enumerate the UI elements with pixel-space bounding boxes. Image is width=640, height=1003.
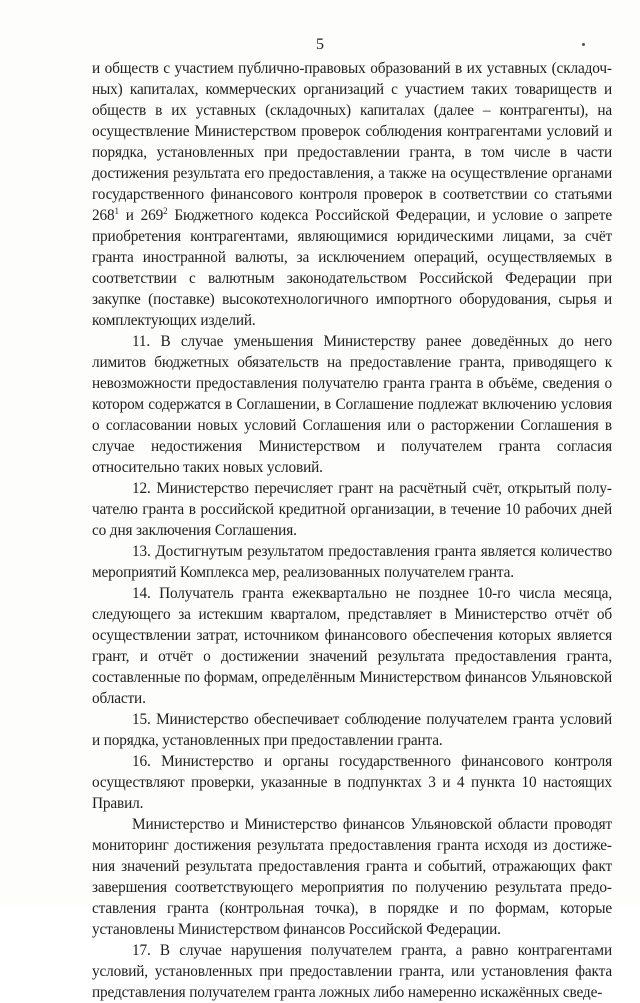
- paragraph-p-14: [92, 583, 612, 709]
- paragraph-p-16: [92, 751, 612, 814]
- paragraph-p-monitoring: [92, 814, 612, 940]
- paragraph-p-11: [92, 331, 612, 478]
- paragraph-p-15: [92, 709, 612, 751]
- text-segment: 17. В случае нарушения получателем гранта, а равно контрагентами условий, установленных при предоставлении гранта, или установления факта представления получателем гранта ложных либо намеренно искажённых сведе-: [92, 942, 612, 1001]
- text-segment: Министерство и Министерство финансов Ульяновской области проводят мониторинг достижения результата предоставления гранта исходя из достижения значений результата предоставления гранта и событий, отражающих факт завершения соответствующего мероприятия по получению результата предоставления гранта (контрольная точка), в порядке и по формам, которые установлены Министерством финансов Российской Федерации.: [92, 816, 612, 938]
- text-segment: 15. Министерство обеспечивает соблюдение получателем гранта условий и порядка, установленных при предоставлении гранта.: [92, 711, 612, 749]
- text-segment: 14. Получатель гранта ежеквартально не позднее 10-го числа месяца, следующего за истекшим кварталом, представляет в Министерство отчёт об осуществлении затрат, источником финансового обеспечения которых является грант, и отчёт о достижении значений результата предоставления гранта, составленные по формам, определённым Министерством финансов Ульяновской области.: [92, 585, 612, 707]
- text-segment: 16. Министерство и органы государственного финансового контроля осуществляют проверки, указанные в подпунктах 3 и 4 пункта 10 настоящих Правил.: [92, 753, 612, 812]
- page-number: 5: [316, 36, 324, 53]
- text-segment: Бюджетного кодекса Российской Федерации, и условие о запрете приобретения контрагентами, являющимися юридическими лицами, за счёт гранта иностранной валюты, за исключением операций, осуществляемых в соответствии с валютным законодательством Российской Федерации при закупке (поставке) высокотехнологичного импортного оборудования, сырья и комплектующих изделий.: [92, 207, 612, 329]
- text-segment: и обществ с участием публично-правовых образований в их уставных (складочных) капиталах, коммерческих организаций с участием таких товариществ и обществ в их уставных (складочных) капиталах (далее – контрагенты), на осуществление Министерством проверок соблюдения контрагентами условий и порядка, установленных при предоставлении гранта, в том числе в части достижения результата его предоставления, а также на осуществление органами государственного финансового контроля проверок в соответствии со статьями 268: [92, 60, 612, 224]
- paragraph-p-13: [92, 541, 612, 583]
- footnote-superscript: 1: [114, 206, 119, 216]
- scan-speck: [582, 43, 585, 46]
- text-segment: 13. Достигнутым результатом предоставления гранта является количество мероприятий Комплекса мер, реализованных получателем гранта.: [92, 543, 612, 581]
- paragraph-p-17: [92, 940, 612, 1003]
- paragraph-p-continuation: [92, 58, 612, 331]
- footnote-superscript: 2: [163, 206, 168, 216]
- text-segment: 12. Министерство перечисляет грант на расчётный счёт, открытый получателю гранта в российской кредитной организации, в течение 10 рабочих дней со дня заключения Соглашения.: [92, 480, 612, 539]
- document-body: [92, 58, 612, 1003]
- paragraph-p-12: [92, 478, 612, 541]
- text-segment: 11. В случае уменьшения Министерству ранее доведённых до него лимитов бюджетных обязательств на предоставление гранта, приводящего к невозможности предоставления получателю гранта гранта в объёме, сведения о котором содержатся в Соглашении, в Соглашение подлежат включению условия о согласовании новых условий Соглашения или о расторжении Соглашения в случае недостижения Министерством и получателем гранта согласия относительно таких новых условий.: [92, 333, 612, 476]
- text-segment: и 269: [118, 207, 164, 224]
